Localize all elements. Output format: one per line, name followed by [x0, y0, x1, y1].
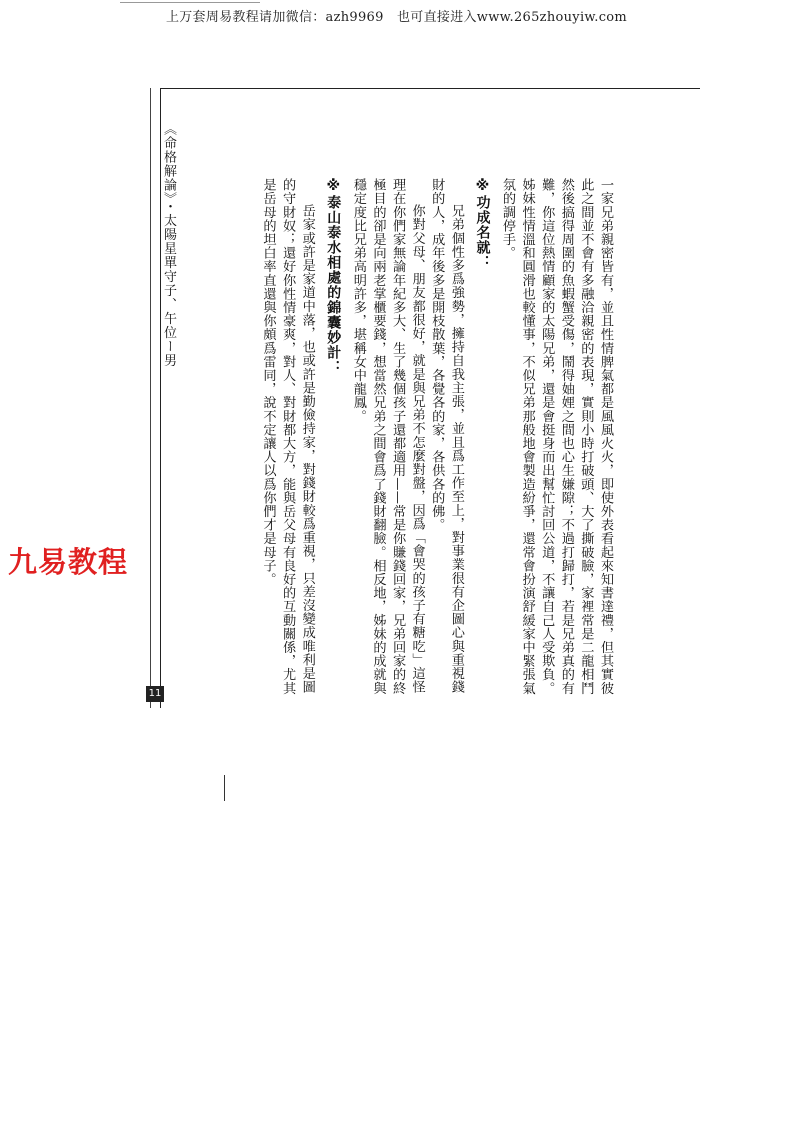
top-rule	[120, 2, 260, 3]
page-number: 11	[146, 686, 164, 702]
paragraph-brothers-character: 兄弟個性多爲強勢，擁持自我主張，並且爲工作至上，對事業很有企圖心與重視錢財的人，成年後多是開枝散葉，各覺各的家，各供各的佛。	[429, 178, 464, 694]
stray-mark	[224, 775, 225, 801]
intro-paragraph: 一家兄弟親密皆有，並且性情脾氣都是風風火火，即使外表看起來知書達禮，但其實彼此之間並不會有多融洽親密的表現，實則小時打破頭、大了撕破臉，家裡常是二龍相鬥然後搞得周圍的魚蝦蟹受傷，鬧得妯娌之間也心生嫌隙；不過打歸打，若是兄弟真的有難，你這位熱情顧家的太陽兄弟，還是會挺身而出幫忙討回公道，不讓自己人受欺負。姊妹性情溫和圓滑也較懂事，不似兄弟那般地會製造紛爭，還常會扮演舒緩家中緊張氣氛的調停手。	[500, 178, 613, 695]
running-head: 《命格解論》・太陽星單守子、午位ー男	[161, 122, 176, 368]
paragraph-family-money: 你對父母、朋友都很好，就是與兄弟不怎麼對盤，因爲「會哭的孩子有糖吃」這怪理在你們家無論年紀多大、生了幾個孩子還都適用——常是你賺錢回家，兄弟回家的終極目的卻是向兩老掌櫃要錢，想當然兄弟之間會爲了錢財翻臉。相反地，姊妹的成就與穩定度比兄弟高明許多，堪稱女中龍鳳。	[350, 178, 425, 695]
watermark-logo: 九易教程	[8, 545, 129, 579]
page-frame-top-line	[160, 88, 700, 89]
section-heading-success: ※功成名就：	[474, 178, 491, 270]
paragraph-in-laws: 岳家或許是家道中落，也或許是勤儉持家，對錢財較爲重視，只差沒變成唯利是圖的守財奴；還好你性情豪爽，對人、對財都大方，能與岳父母有良好的互動關係，尤其是岳母的坦白率直還與你頗爲雷同，說不定讓人以爲你們才是母子。	[260, 178, 315, 695]
section-heading-in-laws: ※泰山泰水相處的錦囊妙計：	[325, 178, 342, 375]
main-text-column	[175, 178, 615, 698]
promo-banner: 上万套周易教程请加微信：azh9969 也可直接进入www.265zhouyiw.com	[165, 10, 628, 25]
page-frame-left-outer-line	[150, 88, 151, 708]
